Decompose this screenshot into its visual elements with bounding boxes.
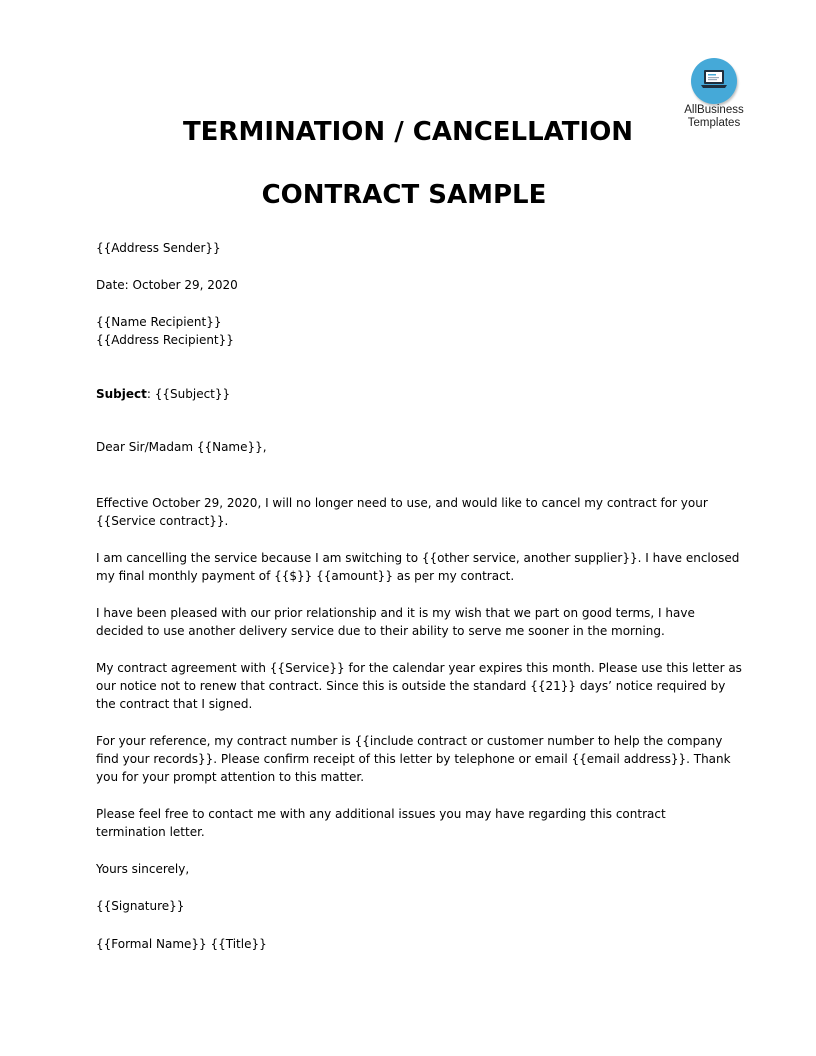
- paragraph-line: Please feel free to contact me with any additional issues you may have regarding this contract: [96, 807, 666, 821]
- paragraph-line: Effective October 29, 2020, I will no longer need to use, and would like to cancel my contract for your: [96, 496, 708, 510]
- paragraph-line: termination letter.: [96, 825, 205, 839]
- paragraph-line: the contract that I signed.: [96, 697, 253, 711]
- formal-name-title: {{Formal Name}} {{Title}}: [96, 937, 267, 951]
- paragraph-5: [96, 732, 731, 786]
- name-recipient: {{Name Recipient}}: [96, 315, 222, 329]
- document-title-line2: CONTRACT SAMPLE: [261, 180, 547, 210]
- logo-text-line1: AllBusiness: [684, 104, 744, 116]
- subject-label: Subject: [96, 387, 147, 401]
- paragraph-line: I have been pleased with our prior relationship and it is my wish that we part on good terms, I have: [96, 606, 695, 620]
- paragraph-line: My contract agreement with {{Service}} for the calendar year expires this month. Please use this letter as: [96, 661, 742, 675]
- address-sender: {{Address Sender}}: [96, 241, 221, 255]
- paragraph-line: {{Service contract}}.: [96, 514, 229, 528]
- laptop-icon: [691, 58, 737, 104]
- paragraph-line: you for your prompt attention to this matter.: [96, 770, 365, 784]
- paragraph-line: decided to use another delivery service due to their ability to serve me sooner in the morning.: [96, 624, 665, 638]
- logo-text-line2: Templates: [687, 117, 741, 129]
- paragraph-2: [96, 549, 740, 585]
- signature-placeholder: {{Signature}}: [96, 899, 185, 913]
- paragraph-line: find your records}}. Please confirm receipt of this letter by telephone or email {{email address}}. Thank: [96, 752, 731, 766]
- address-recipient: {{Address Recipient}}: [96, 333, 234, 347]
- paragraph-line: our notice not to renew that contract. Since this is outside the standard {{21}} days’ notice required by: [96, 679, 726, 693]
- letter-date: Date: October 29, 2020: [96, 278, 238, 292]
- paragraph-6: [96, 805, 726, 841]
- subject-value: : {{Subject}}: [146, 387, 231, 401]
- paragraph-4: [96, 659, 742, 713]
- subject-line: [96, 385, 726, 403]
- paragraph-1: [96, 494, 726, 530]
- salutation: Dear Sir/Madam {{Name}},: [96, 440, 267, 454]
- document-title-line1: TERMINATION / CANCELLATION: [182, 117, 634, 147]
- closing: Yours sincerely,: [96, 862, 190, 876]
- paragraph-line: I am cancelling the service because I am switching to {{other service, another supplier}}. I have enclosed: [96, 551, 740, 565]
- paragraph-line: my final monthly payment of {{$}} {{amount}} as per my contract.: [96, 569, 515, 583]
- paragraph-line: For your reference, my contract number is {{include contract or customer number to help the company: [96, 734, 723, 748]
- paragraph-3: [96, 604, 726, 640]
